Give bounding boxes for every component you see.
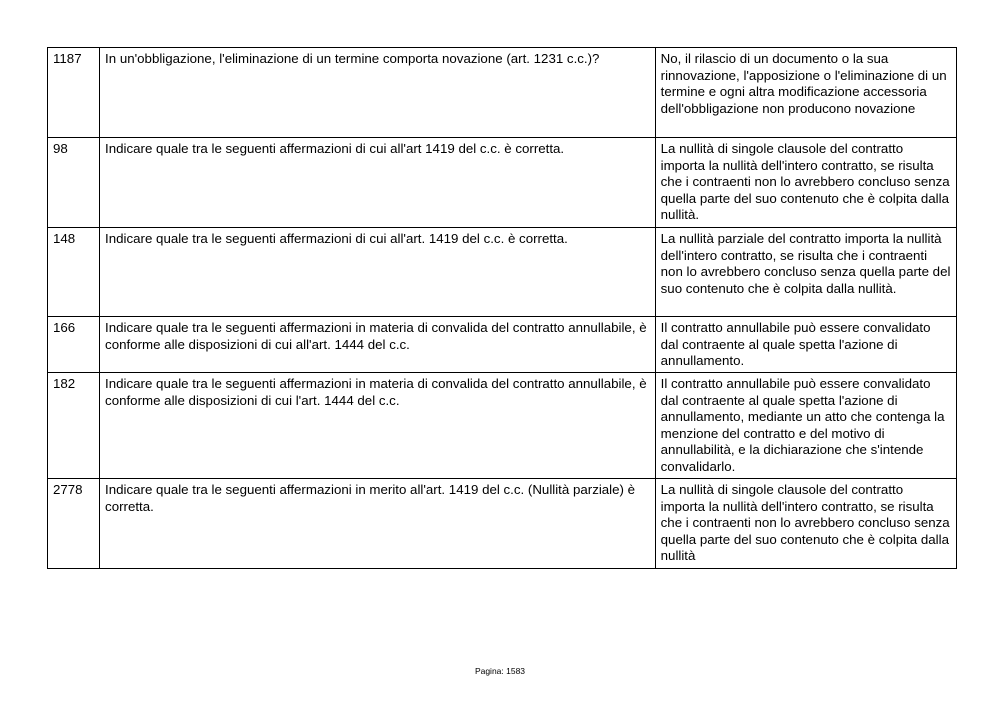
table-row <box>48 48 957 138</box>
question-id: 2778 <box>48 479 100 569</box>
answer-text: No, il rilascio di un documento o la sua rinnovazione, l'apposizione o l'eliminazione di un termine e ogni altra modificazione accessoria dell'obbligazione non producono novazione <box>655 48 956 138</box>
question-id: 98 <box>48 138 100 228</box>
table-row <box>48 479 957 569</box>
page-number: Pagina: 1583 <box>474 666 526 676</box>
table-row <box>48 228 957 317</box>
question-text: Indicare quale tra le seguenti affermazioni in materia di convalida del contratto annullabile, è conforme alle disposizioni di cui l'art. 1444 del c.c. <box>100 373 656 479</box>
question-id: 182 <box>48 373 100 479</box>
question-id: 166 <box>48 317 100 373</box>
answer-text: La nullità parziale del contratto importa la nullità dell'intero contratto, se risulta che i contraenti non lo avrebbero concluso senza quella parte del suo contenuto che è colpita dalla nullità. <box>655 228 956 317</box>
table-row <box>48 138 957 228</box>
question-id: 1187 <box>48 48 100 138</box>
question-text: Indicare quale tra le seguenti affermazioni di cui all'art 1419 del c.c. è corretta. <box>100 138 656 228</box>
table-row <box>48 373 957 479</box>
answer-text: Il contratto annullabile può essere convalidato dal contraente al quale spetta l'azione di annullamento. <box>655 317 956 373</box>
question-text: Indicare quale tra le seguenti affermazioni in materia di convalida del contratto annullabile, è conforme alle disposizioni di cui all'art. 1444 del c.c. <box>100 317 656 373</box>
questions-table <box>47 47 957 569</box>
table-row <box>48 317 957 373</box>
answer-text: La nullità di singole clausole del contratto importa la nullità dell'intero contratto, se risulta che i contraenti non lo avrebbero concluso senza quella parte del suo contenuto che è colpita dalla nullità <box>655 479 956 569</box>
question-text: Indicare quale tra le seguenti affermazioni di cui all'art. 1419 del c.c. è corretta. <box>100 228 656 317</box>
question-text: Indicare quale tra le seguenti affermazioni in merito all'art. 1419 del c.c. (Nullità parziale) è corretta. <box>100 479 656 569</box>
question-id: 148 <box>48 228 100 317</box>
answer-text: Il contratto annullabile può essere convalidato dal contraente al quale spetta l'azione di annullamento, mediante un atto che contenga la menzione del contratto e del motivo di annullabilità, e la dichiarazione che s'intende convalidarlo. <box>655 373 956 479</box>
answer-text: La nullità di singole clausole del contratto importa la nullità dell'intero contratto, se risulta che i contraenti non lo avrebbero concluso senza quella parte del suo contenuto che è colpita dalla nullità. <box>655 138 956 228</box>
question-text: In un'obbligazione, l'eliminazione di un termine comporta novazione (art. 1231 c.c.)? <box>100 48 656 138</box>
